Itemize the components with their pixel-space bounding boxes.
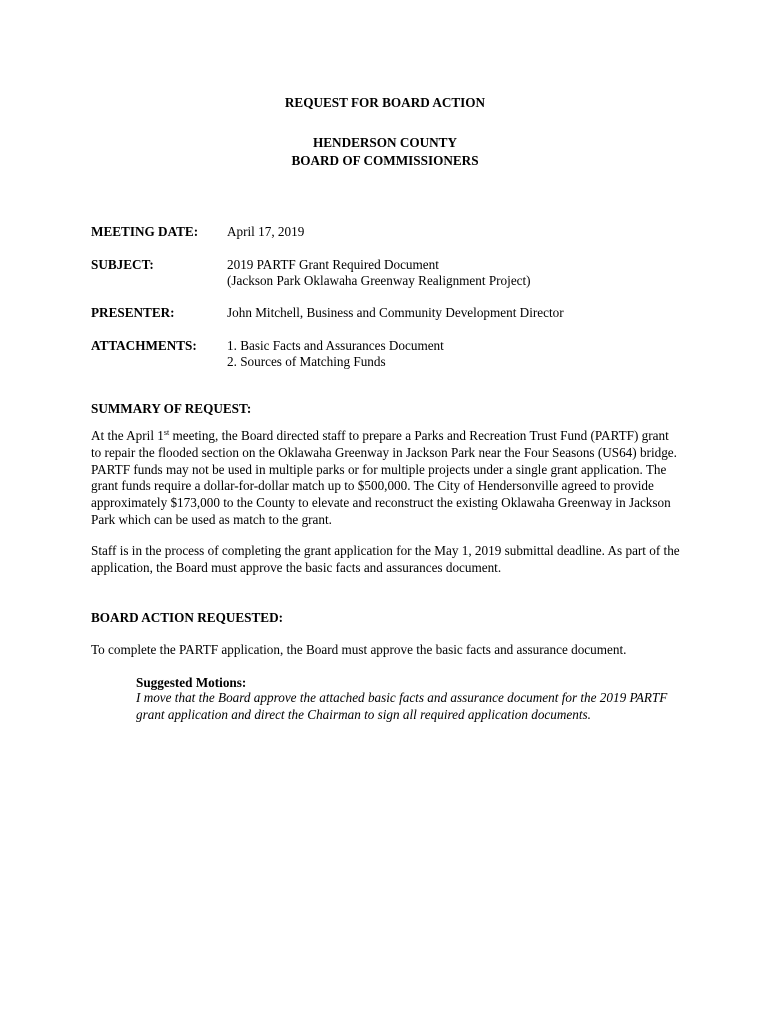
presenter-label: PRESENTER:: [91, 305, 175, 320]
attachments-label: ATTACHMENTS:: [91, 338, 197, 353]
action-text: To complete the PARTF application, the Board must approve the basic facts and assurance document.: [91, 642, 627, 657]
summary-heading: SUMMARY OF REQUEST:: [91, 401, 252, 416]
summary-paragraph-1: [91, 428, 681, 529]
motion-line-2: grant application and direct the Chairman to sign all required application documents.: [136, 707, 591, 722]
summary-p1-start: At the April 1: [91, 428, 164, 443]
org-name: HENDERSON COUNTY: [313, 135, 457, 150]
summary-paragraph-2: Staff is in the process of completing the grant application for the May 1, 2019 submittal deadline. As part of the application, the Board must approve the basic facts and assurances document.: [91, 543, 680, 575]
presenter-value: John Mitchell, Business and Community Development Director: [227, 305, 564, 320]
action-heading: BOARD ACTION REQUESTED:: [91, 610, 283, 625]
summary-p1-superscript: st: [163, 428, 170, 437]
attachment-2: 2. Sources of Matching Funds: [227, 354, 386, 369]
attachment-1: 1. Basic Facts and Assurances Document: [227, 338, 444, 353]
subject-line-2: (Jackson Park Oklawaha Greenway Realignment Project): [227, 273, 531, 288]
motion-line-1: I move that the Board approve the attached basic facts and assurance document for the 2019 PARTF: [136, 690, 668, 705]
summary-p1-rest: meeting, the Board directed staff to prepare a Parks and Recreation Trust Fund (PARTF) grant to repair the flooded section on the Oklawaha Greenway in Jackson Park near the Four Seasons (US64) bridge. PARTF funds may not be used in multiple parks or for multiple projects under a single grant application. The grant funds require a dollar-for-dollar match up to $500,000. The City of Hendersonville agreed to provide approximately $173,000 to the County to elevate and reconstruct the existing Oklawaha Greenway in Jackson Park which can be used as match to the grant.: [91, 428, 677, 527]
subject-line-1: 2019 PARTF Grant Required Document: [227, 257, 439, 272]
motions-heading: Suggested Motions:: [136, 675, 247, 690]
meeting-date-value: April 17, 2019: [227, 224, 305, 239]
document-title: REQUEST FOR BOARD ACTION: [284, 95, 486, 110]
meeting-date-label: MEETING DATE:: [91, 224, 199, 239]
subject-label: SUBJECT:: [91, 257, 154, 272]
org-board: BOARD OF COMMISSIONERS: [291, 153, 479, 168]
